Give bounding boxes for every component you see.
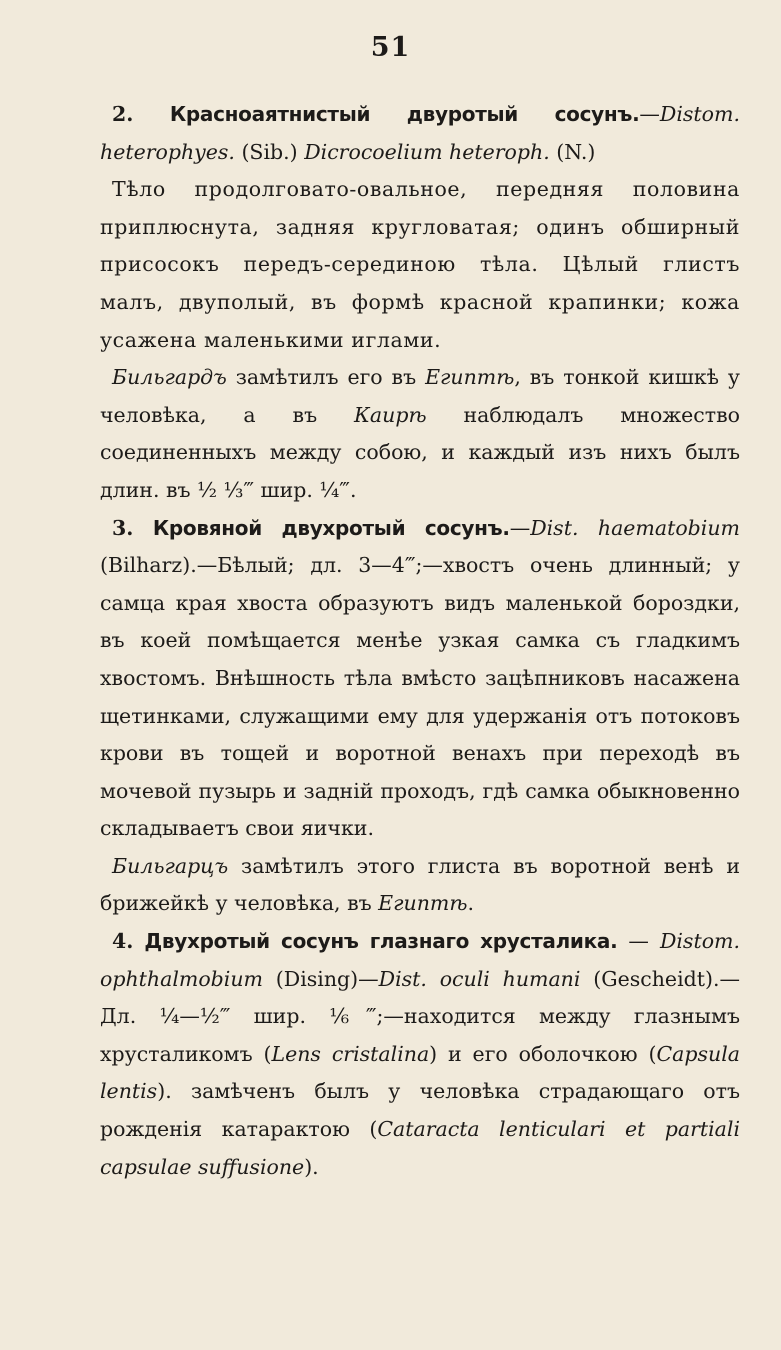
section-number: 3.	[112, 515, 134, 540]
latin-name: Distom. ophthalmobium	[100, 929, 740, 991]
text-run: замѣтилъ его въ	[226, 365, 426, 390]
section-heading: Кровяной двухротый сосунъ.	[152, 515, 510, 540]
section-heading: Красноаятнистый двуротый сосунъ.	[169, 102, 640, 126]
author-abbrev: (Sib.)	[234, 139, 305, 164]
paragraph-distomum-heterophyes	[100, 96, 740, 171]
text-run: ). замѣченъ былъ у человѣка страдающаго отъ рожденія катарактою (	[100, 1079, 740, 1142]
author-name: Бильгарцъ	[112, 853, 229, 878]
author-abbrev: (N.)	[549, 139, 596, 164]
latin-name: Dicrocoelium heteroph.	[304, 139, 550, 164]
paragraph-distomum-haematobium	[100, 510, 740, 848]
paragraph-observation	[100, 848, 740, 923]
section-heading: Двухротый сосунъ глазнаго хрусталика.	[144, 929, 618, 954]
section-number: 4.	[112, 929, 134, 954]
latin-name: Dist. haematobium	[530, 515, 740, 540]
text-run: , въ тонкой кишкѣ у человѣка, а въ	[100, 365, 740, 427]
latin-name: Lens cristalina	[271, 1041, 430, 1066]
dash: —	[509, 515, 531, 540]
paragraph-distomum-ophthalmobium	[100, 923, 740, 1186]
place-name: Египтѣ	[425, 365, 515, 390]
author-name: Бильгардъ	[112, 365, 227, 390]
text-run: (Dising)—	[263, 966, 379, 991]
page-number: 51	[370, 32, 411, 63]
latin-name: Distom. heterophyes.	[100, 102, 740, 164]
latin-name: Cataracta lenticulari et partiali capsulae suffusione	[100, 1117, 741, 1179]
dash: —	[639, 102, 660, 126]
text-run: .	[467, 891, 474, 916]
text-run: ) и его оболочкою (	[429, 1041, 657, 1066]
text-run: (Bilharz).—Бѣлый; дл. 3—4‴;—хвостъ очень длинный; у самца края хвоста образуютъ видъ маленькой бороздки, въ коей помѣщается менѣе узкая самка съ гладкимъ хвостомъ. Внѣшность тѣла вмѣсто зацѣпниковъ насажена щетинками, служащими ему для удержанія отъ потоковъ крови въ тощей и воротной венахъ при переходѣ въ мочевой пузырь и задній проходъ, гдѣ самка обыкновенно складываетъ свои яички.	[100, 553, 740, 841]
text-run: наблюдалъ множество соединенныхъ между собою, и каждый изъ нихъ былъ длин. въ ½ ⅓‴ шир. ¼‴.	[100, 402, 741, 502]
paragraph-observation	[100, 359, 740, 509]
text-run: замѣтилъ этого глиста въ воротной венѣ и брижейкѣ у человѣка, въ	[100, 853, 740, 916]
dash: —	[617, 929, 660, 954]
place-name: Каирѣ	[354, 402, 427, 427]
text-run: ).	[304, 1154, 319, 1179]
place-name: Египтѣ	[378, 891, 468, 916]
latin-name: Dist. oculi humani	[378, 966, 581, 991]
text-run: (Gescheidt).— Дл. ¼—½‴ шир. ⅙‴;—находится между глазнымъ хрусталикомъ (	[100, 966, 740, 1066]
body-text	[100, 96, 740, 1186]
latin-name: Capsula lentis	[100, 1041, 740, 1104]
paragraph-description: Тѣло продолговато-овальное, передняя половина приплюснута, задняя кругловатая; одинъ обширный присосокъ передъ-серединою тѣла. Цѣлый глистъ малъ, двуполый, въ формѣ красной крапинки; кожа усажена маленькими иглами.	[100, 177, 740, 352]
section-number: 2.	[112, 102, 134, 126]
